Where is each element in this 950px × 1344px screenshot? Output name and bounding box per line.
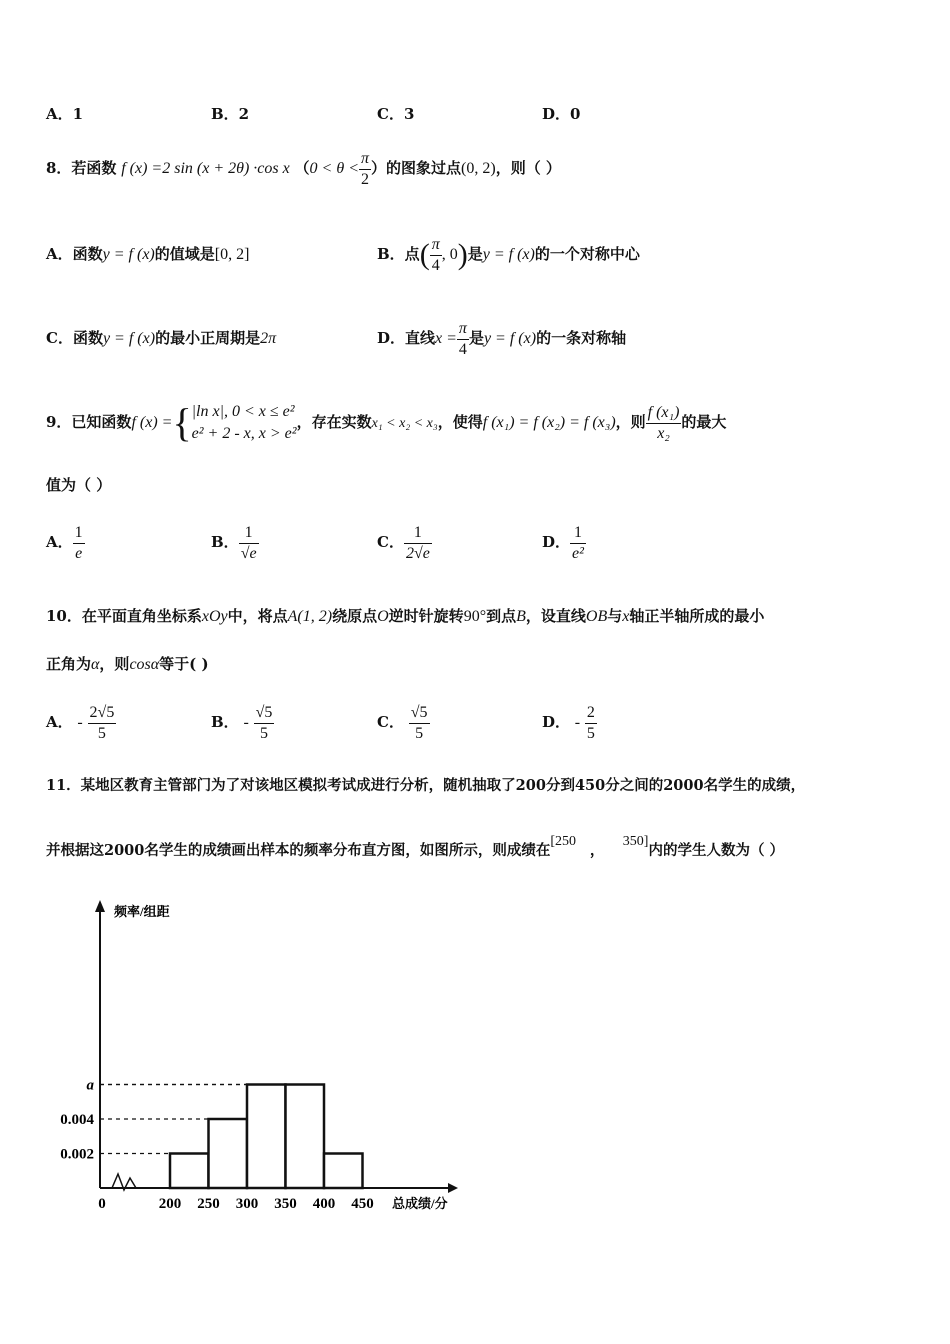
y-axis-label: 频率/组距 xyxy=(114,904,170,919)
q9-option-d: D． $\frac{1}{\text{e²}}$ xyxy=(542,523,584,562)
q10-option-b: B． - $\frac{√5}{5}$ xyxy=(211,703,273,742)
q9-piecewise: |ln x|, 0 < x ≤ e² e² + 2 - x, x > e² xyxy=(191,403,297,442)
q8-option-c: C．函数y = f (x)的最小正周期是2π xyxy=(46,329,277,347)
x-tick-label: 350 xyxy=(274,1196,297,1212)
x-tick-label: 200 xyxy=(158,1196,182,1212)
q7-option-b: B．2 xyxy=(211,105,250,123)
q11-stem-line2: 并根据这2000名学生的成绩画出样本的频率分布直方图，如图所示，则成绩在[250 ， 350]内的学生人数为（ ） xyxy=(46,834,785,859)
q10-option-a: A． - $\frac{2√5}{5}$ xyxy=(46,703,115,742)
q9-ratio: $\frac{\text{f (x₁)}}{\text{x₂}}$ xyxy=(647,403,680,442)
q8-cond-fraction: $\frac{\pi}{2}$ xyxy=(360,149,369,188)
q8-option-d: D．直线x = $\frac{\pi}{4}$ 是y = f (x)的一条对称轴 xyxy=(377,319,627,358)
histogram-bar xyxy=(247,1085,286,1189)
x-tick-label: 250 xyxy=(197,1196,220,1212)
q10-stem-line2: 正角为α，则cosα等于( ) xyxy=(46,655,209,673)
q9-option-a: A． $\frac{1}{e}$ xyxy=(46,523,83,562)
q10-stem: 10．在平面直角坐标系xOy中，将点A(1, 2)绕原点O逆时针旋转90°到点B，设直线OB与x轴正半轴所成的最小 xyxy=(46,607,765,625)
q8-option-b: B．点( $\frac{\pi}{4}$ , 0)是y = f (x)的一个对称中心 xyxy=(377,235,640,274)
q9-stem-line2: 值为（ ） xyxy=(46,476,112,494)
q9-option-b: B． $\frac{1}{√e}$ xyxy=(211,523,257,562)
q8-number: 8．若函数 xyxy=(46,159,117,177)
x-axis-label: 总成绩/分 xyxy=(392,1196,448,1211)
x-axis-arrow xyxy=(448,1183,458,1193)
q7-option-d: D．0 xyxy=(542,105,581,123)
q10-number: 10．在平面直角坐标系 xyxy=(46,607,202,625)
histogram-bar xyxy=(324,1154,363,1189)
q10-option-c: C． $\frac{√5}{5}$ xyxy=(377,703,428,742)
y-tick-label: a xyxy=(86,1077,94,1094)
q11-stem-line1: 11．某地区教育主管部门为了对该地区模拟考试成进行分析，随机抽取了200分到450分之间的2000名学生的成绩， xyxy=(46,777,806,794)
q8-point: (0, 2) xyxy=(461,160,496,177)
y-tick-label: 0.002 xyxy=(60,1146,94,1163)
histogram-bar xyxy=(286,1085,325,1189)
x-origin-label: 0 xyxy=(98,1196,106,1212)
q8-condition: 0 < θ < xyxy=(309,160,359,177)
q9-option-c: C． $\frac{1}{2√e}$ xyxy=(377,523,430,562)
histogram-bar xyxy=(209,1119,248,1188)
x-tick-label: 300 xyxy=(235,1196,259,1212)
histogram-bar xyxy=(170,1154,209,1189)
q8-option-a: A．函数y = f (x)的值域是[0, 2] xyxy=(46,245,250,263)
q7-option-c: C．3 xyxy=(377,105,415,123)
q10-option-d: D． - $\frac{2}{5}$ xyxy=(542,703,595,742)
q9-number: 9．已知函数 xyxy=(46,413,132,431)
y-axis-arrow xyxy=(95,900,105,912)
q8-stem: 8．若函数 f (x) =2 sin (x + 2θ) ·cos x （0 < θ < $\frac{\pi}{2}$ ）的图象过点(0, 2)，则（ ） xyxy=(46,149,561,188)
x-tick-label: 400 xyxy=(312,1196,336,1212)
q7-option-a: A．1 xyxy=(46,105,84,123)
x-tick-label: 450 xyxy=(351,1196,374,1212)
q8-function: f (x) =2 sin (x + 2θ) ·cos x xyxy=(121,160,290,177)
y-tick-label: 0.004 xyxy=(60,1112,94,1128)
q9-stem: 9．已知函数f (x) ={ |ln x|, 0 < x ≤ e² e² + 2 - x, x > e² ，存在实数x₁ < x₂ < x₃，使得f (x₁) = f (x₂) = f (x₃)，则 $\frac{\text{f (x₁)}}{\text{x₂}}$ 的最大 xyxy=(46,400,727,445)
